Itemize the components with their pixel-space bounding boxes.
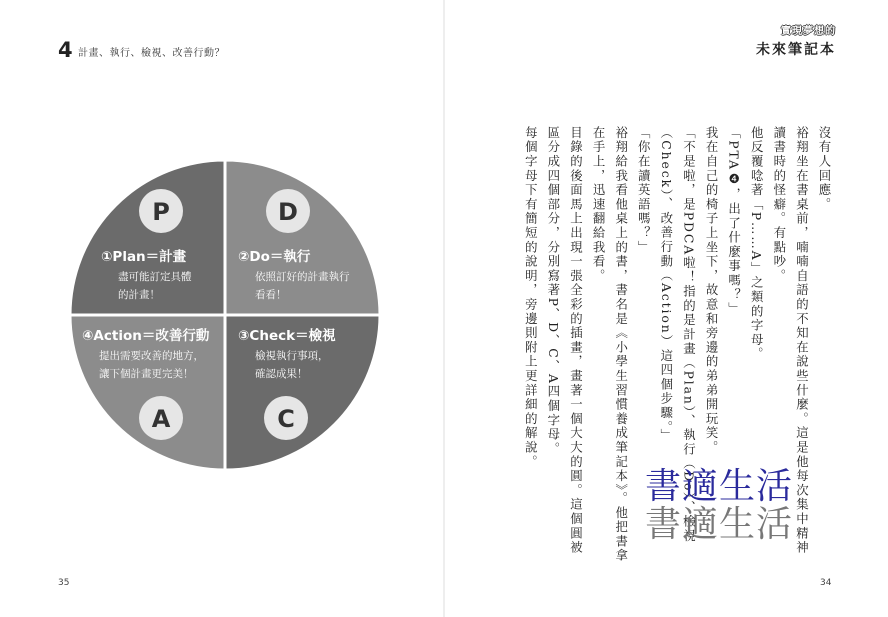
paragraph: 他反覆唸著「P……A」之類的字母。: [749, 126, 765, 362]
check-desc-line1: 檢視執行事項，: [255, 350, 329, 362]
letter-c: C: [277, 405, 295, 433]
watermark-gray: 書適生活: [645, 504, 794, 545]
pdca-diagram: [70, 160, 380, 474]
chapter-title: 計畫、執行、檢視、改善行動？: [78, 48, 225, 59]
pdca-circle: [70, 160, 380, 470]
do-title: ②Do＝執行: [238, 249, 311, 265]
check-desc-line2: 確認成果！: [255, 368, 308, 380]
plan-desc-line2: 的計畫！: [118, 289, 160, 301]
plan-title: ①Plan＝計畫: [101, 249, 187, 265]
book-brand: [756, 22, 836, 59]
check-title: ③Check＝檢視: [238, 328, 336, 344]
action-desc-line2: 讓下個計畫更完美！: [99, 368, 194, 380]
letter-a: A: [151, 405, 171, 433]
paragraph: 裕翔坐在書桌前，喃喃自語的不知在說些什麼。這是他每次集中精神讀書時的怪癖。有點吵。: [771, 126, 810, 555]
brand-subtitle: 實現夢想的: [781, 26, 836, 37]
letter-d: D: [278, 198, 298, 226]
brand-title: 未來筆記本: [756, 42, 836, 58]
do-desc-line1: 依照訂好的計畫執行: [255, 271, 350, 283]
page-fold: [443, 0, 445, 617]
paragraph: 「PTA❹，出了什麼事嗎？」: [726, 126, 742, 317]
action-desc-line1: 提出需要改善的地方，: [99, 350, 204, 362]
plan-desc-line1: 盡可能訂定具體: [118, 271, 192, 283]
paragraph: 我在自己的椅子上坐下，故意和旁邊的弟弟開玩笑。: [704, 126, 720, 455]
paragraph: 每個字母下有簡短的說明，旁邊則附上更詳細的解說。: [523, 126, 539, 470]
quadrant-do: [225, 160, 380, 315]
paragraph: 「你在讀英語嗎？」: [636, 126, 652, 255]
page-number-right: 34: [820, 578, 832, 588]
letter-p: P: [152, 198, 170, 226]
paragraph: 沒有人回應。: [817, 126, 832, 212]
action-title: ④Action＝改善行動: [82, 328, 210, 344]
do-desc-line2: 看看！: [255, 289, 287, 301]
paragraph: 裕翔給我看他桌上的書，書名是《小學生習慣養成筆記本》。他把書拿在手上，迅速翻給我看。: [591, 126, 629, 564]
chapter-number: 4: [58, 38, 73, 62]
paragraph: 「不是啦，是PDCA啦！指的是計畫（Plan）、執行（Do）、檢視（Check）、改善行動（Action）這四個步驟。」: [658, 126, 697, 544]
watermark-blue: 書適生活: [645, 466, 794, 507]
page-number-left: 35: [58, 578, 70, 588]
paragraph: 目錄的後面馬上出現一張全彩的插畫，畫著一個大大的圓。這個圓被區分成四個部分，分別寫著P、D、C、A四個字母。: [545, 126, 584, 555]
